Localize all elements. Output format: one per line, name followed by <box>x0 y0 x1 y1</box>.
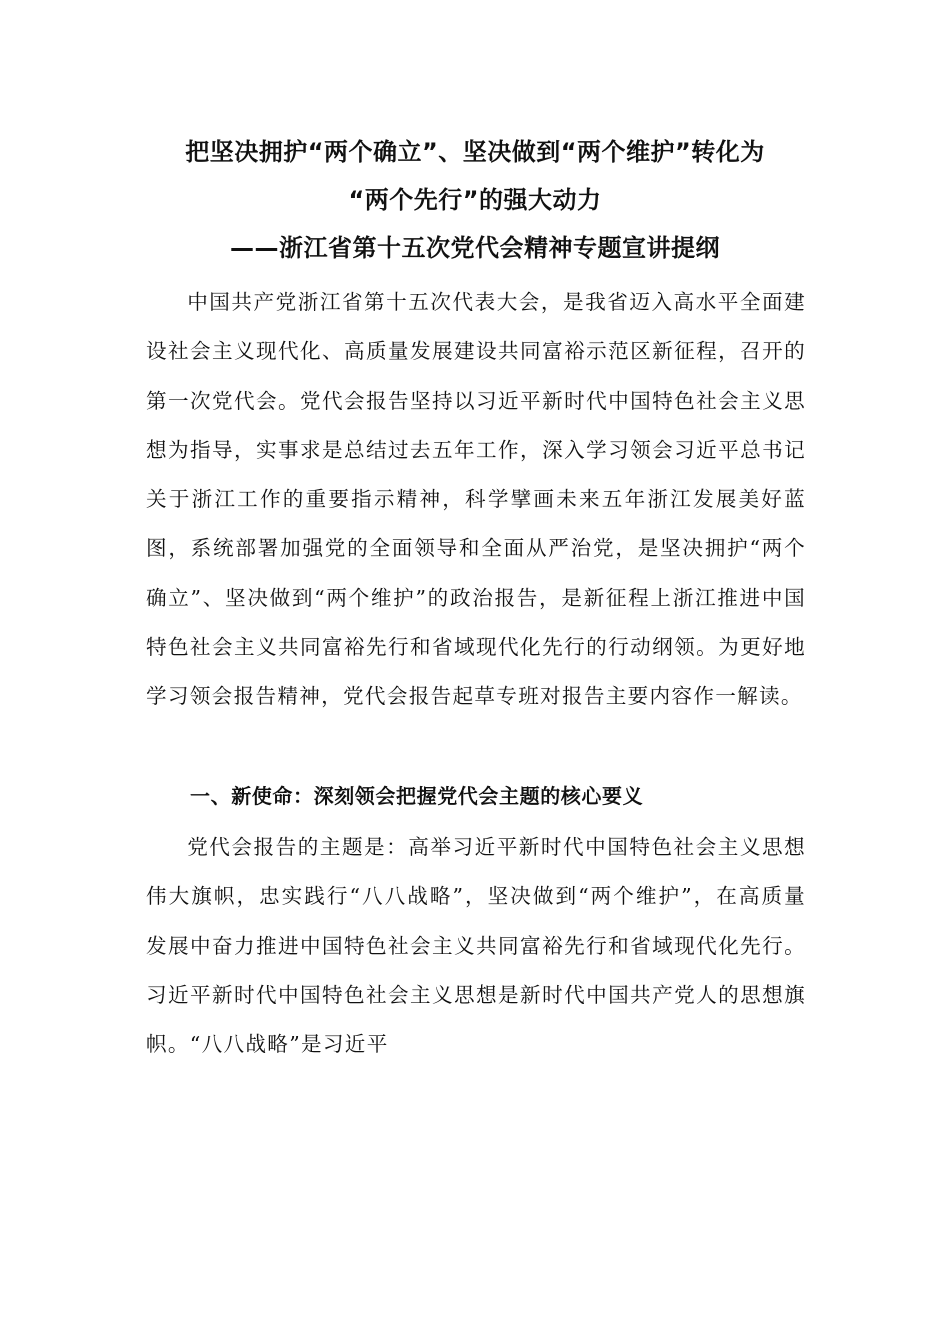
section-1-heading: 一、新使命：深刻领会把握党代会主题的核心要义 <box>190 784 644 808</box>
document-title-line-2: “两个先行”的强大动力 <box>348 186 602 214</box>
section-1-paragraph: 党代会报告的主题是：高举习近平新时代中国特色社会主义思想伟大旗帜，忠实践行“八八战略”，坚决做到“两个维护”，在高质量发展中奋力推进中国特色社会主义共同富裕先行和省域现代化先行。习近平新时代中国特色社会主义思想是新时代中国共产党人的思想旗帜。“八八战略”是习近平 <box>146 835 806 1057</box>
document-title-line-1: 把坚决拥护“两个确立”、坚决做到“两个维护”转化为 <box>185 138 765 166</box>
document-subtitle: ——浙江省第十五次党代会精神专题宣讲提纲 <box>230 234 720 262</box>
intro-paragraph: 中国共产党浙江省第十五次代表大会，是我省迈入高水平全面建设社会主义现代化、高质量发展建设共同富裕示范区新征程，召开的第一次党代会。党代会报告坚持以习近平新时代中国特色社会主义思想为指导，实事求是总结过去五年工作，深入学习领会习近平总书记关于浙江工作的重要指示精神，科学擘画未来五年浙江发展美好蓝图，系统部署加强党的全面领导和全面从严治党，是坚决拥护“两个确立”、坚决做到“两个维护”的政治报告，是新征程上浙江推进中国特色社会主义共同富裕先行和省域现代化先行的行动纲领。为更好地学习领会报告精神，党代会报告起草专班对报告主要内容作一解读。 <box>146 290 806 709</box>
